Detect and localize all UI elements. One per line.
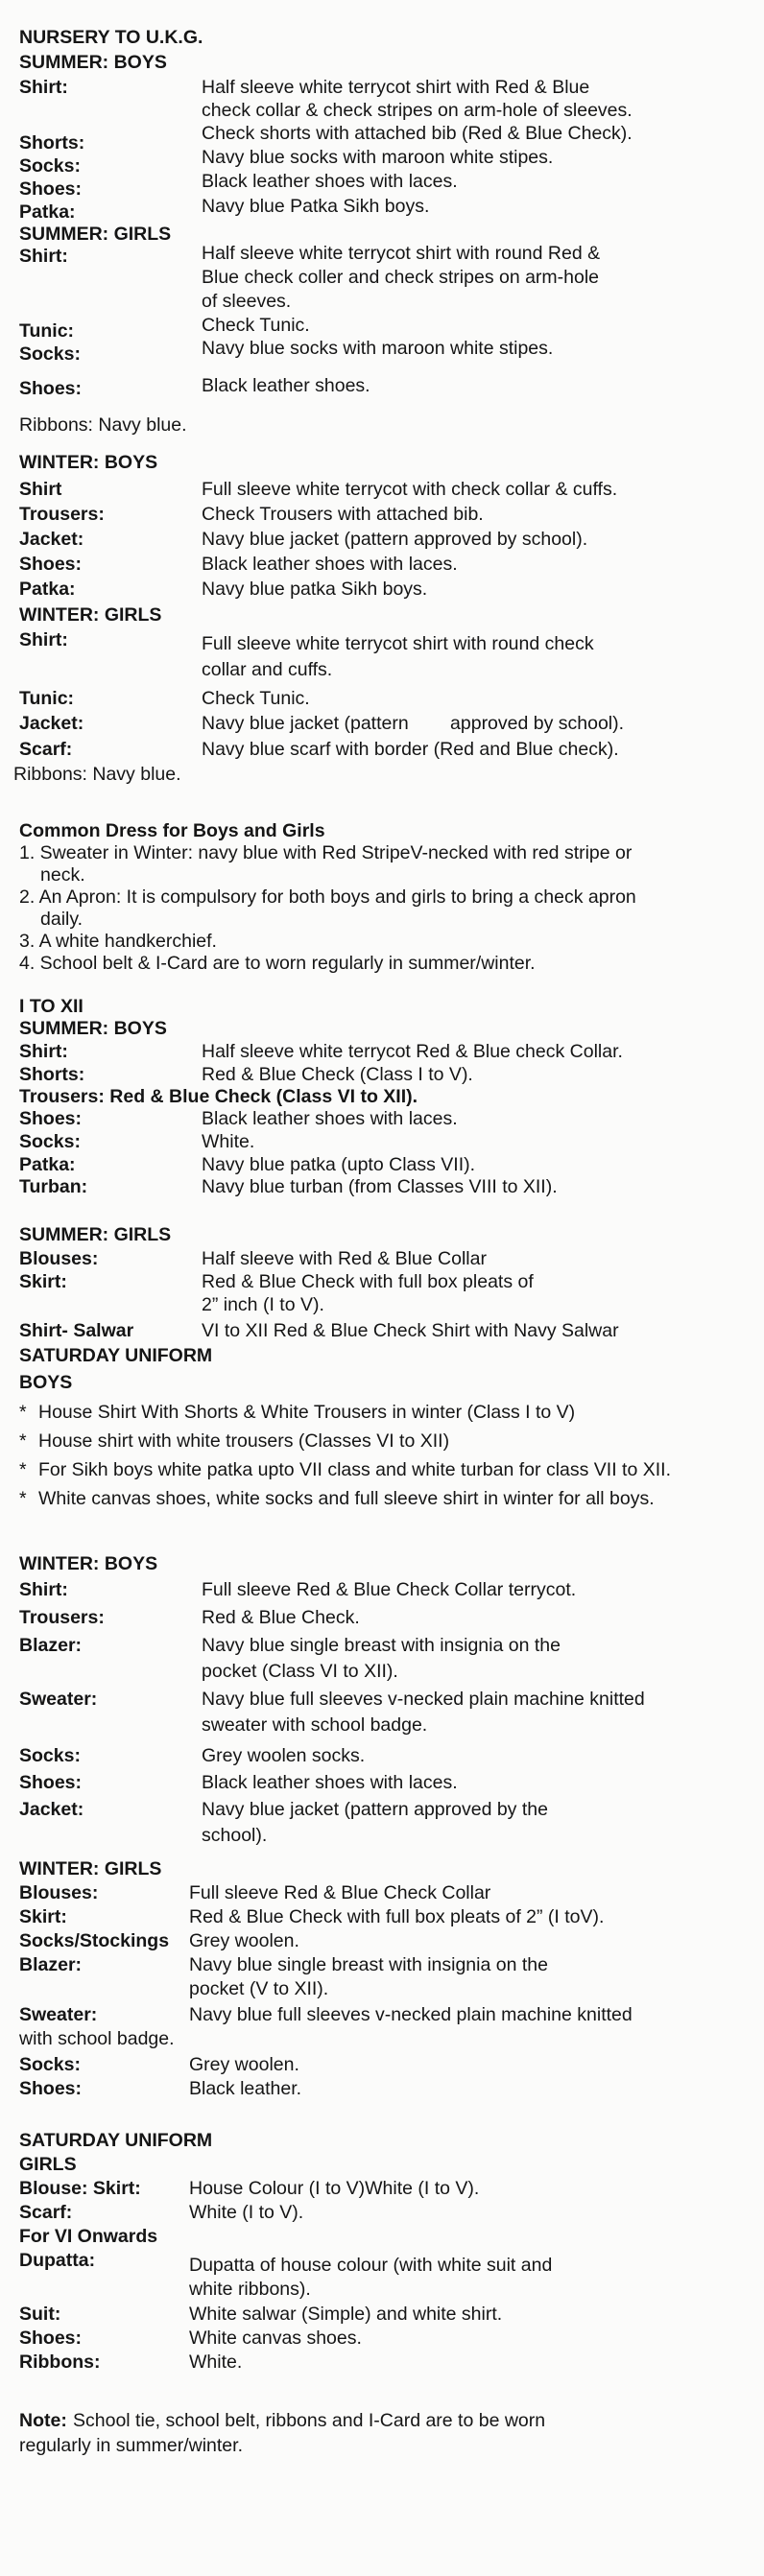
item-value: House Colour (I to V)White (I to V). [189,2178,480,2199]
item-label: Trousers: [19,504,105,525]
list-item: House shirt with white trousers (Classes VI to XII) [38,1430,450,1452]
subsection-heading: SUMMER: GIRLS [19,1224,172,1245]
item-value: White. [202,1131,255,1152]
item-value: Half sleeve white terrycot shirt with Red & Blue [202,77,590,98]
bullet-icon: * [19,1402,27,1423]
list-item: House Shirt With Shorts & White Trousers in winter (Class I to V) [38,1402,576,1423]
subsection-heading: WINTER: BOYS [19,1553,158,1574]
subsection-heading: SATURDAY UNIFORM [19,1345,213,1366]
subsection-subheading: GIRLS [19,2154,77,2175]
list-item: 4. School belt & I-Card are to worn regularly in summer/winter. [19,953,536,974]
section-title: NURSERY TO U.K.G. [19,27,203,48]
item-value: Half sleeve white terrycot shirt with round Red & [202,243,601,264]
subsection-heading: WINTER: BOYS [19,452,158,473]
item-label: Blazer: [19,1954,83,1975]
item-value: pocket (V to XII). [189,1978,329,1999]
item-value: White salwar (Simple) and white shirt. [189,2304,503,2325]
item-label: Blazer: [19,1635,83,1656]
item-label: Scarf: [19,2202,73,2223]
item-label: Socks: [19,1745,81,1766]
item-label: Shoes: [19,1772,83,1793]
item-label: Shirt: [19,77,68,98]
item-label: Shoes: [19,2078,83,2099]
item-value: Navy blue jacket (pattern approved by school). [202,529,588,550]
item-value: White (I to V). [189,2202,304,2223]
item-label: Patka: [19,201,76,223]
item-label: Shoes: [19,2328,83,2349]
item-value: Navy blue jacket (pattern approved by the [202,1799,548,1820]
item-label: Shirt: [19,246,68,267]
item-label: Jacket: [19,1799,84,1820]
item-label: Socks: [19,155,81,177]
item-label: Skirt: [19,1906,67,1927]
item-value: Black leather. [189,2078,302,2099]
item-value: collar and cuffs. [202,659,333,680]
list-item: 1. Sweater in Winter: navy blue with Red StripeV-necked with red stripe or [19,842,633,863]
item-value: Full sleeve white terrycot with check collar & cuffs. [202,479,618,500]
item-value: Red & Blue Check. [202,1607,360,1628]
item-value: Black leather shoes. [202,375,370,396]
item-label: Socks: [19,343,81,365]
list-item: 2. An Apron: It is compulsory for both boys and girls to bring a check apron [19,886,636,908]
subsection-heading: SATURDAY UNIFORM [19,2130,213,2151]
item-value: Half sleeve white terrycot Red & Blue check Collar. [202,1041,623,1062]
item-label: Socks: [19,2054,81,2075]
item-label: Scarf: [19,739,73,760]
item-label: Turban: [19,1176,88,1197]
item-label: Shorts: [19,1064,85,1085]
item-value: Navy blue jacket (pattern approved by school). [202,713,625,734]
item-value: Full sleeve Red & Blue Check Collar terrycot. [202,1579,577,1600]
subsection-heading: SUMMER: BOYS [19,52,167,73]
subsection-heading: SUMMER: BOYS [19,1018,167,1039]
list-item: For Sikh boys white patka upto VII class and white turban for class VII to XII. [38,1459,671,1480]
item-value: Navy blue single breast with insignia on the [202,1635,561,1656]
item-value: Navy blue full sleeves v-necked plain machine knitted [189,2004,633,2025]
ribbons-line: Ribbons: Navy blue. [13,764,181,785]
item-label: Shorts: [19,132,85,154]
item-label: Dupatta: [19,2250,96,2271]
item-label: Patka: [19,1154,76,1175]
item-value: Check Tunic. [202,315,310,336]
item-label: Shirt- Salwar [19,1320,134,1341]
item-value: Full sleeve Red & Blue Check Collar [189,1882,491,1903]
item-label: Shoes: [19,378,83,399]
item-label: Blouse: Skirt: [19,2178,141,2199]
item-value: of sleeves. [202,291,292,312]
item-label: Shirt: [19,1579,68,1600]
item-value: Black leather shoes with laces. [202,1108,458,1129]
item-label: Blouses: [19,1882,99,1903]
item-value: VI to XII Red & Blue Check Shirt with Navy Salwar [202,1320,619,1341]
item-label: Trousers: Red & Blue Check (Class VI to XII). [19,1086,418,1107]
section-title: Common Dress for Boys and Girls [19,820,325,841]
item-label: Shirt [19,479,62,500]
item-label: Shoes: [19,1108,83,1129]
item-value: Navy blue Patka Sikh boys. [202,196,430,217]
item-value: Red & Blue Check (Class I to V). [202,1064,473,1085]
item-value: Full sleeve white terrycot shirt with round check [202,633,594,654]
item-label: Shirt: [19,629,68,650]
item-value: Black leather shoes with laces. [202,554,458,575]
item-label: For VI Onwards [19,2226,158,2247]
item-value: pocket (Class VI to XII). [202,1661,398,1682]
item-value: Navy blue scarf with border (Red and Blue check). [202,739,619,760]
item-label: Blouses: [19,1248,99,1269]
subsection-heading: WINTER: GIRLS [19,604,162,626]
item-value: Navy blue single breast with insignia on the [189,1954,548,1975]
item-value: Grey woolen socks. [202,1745,366,1766]
item-label: Trousers: [19,1607,105,1628]
item-value: Grey woolen. [189,1930,299,1951]
bullet-icon: * [19,1430,27,1452]
note-label: Note: [19,2410,67,2431]
item-value: White canvas shoes. [189,2328,362,2349]
subsection-heading: SUMMER: GIRLS [19,224,172,245]
item-value: Navy blue full sleeves v-necked plain machine knitted [202,1689,645,1710]
item-label: Jacket: [19,713,84,734]
item-value: Navy blue socks with maroon white stipes. [202,338,554,359]
item-value: Black leather shoes with laces. [202,1772,458,1793]
item-value: school). [202,1825,268,1846]
item-label: Jacket: [19,529,84,550]
item-value: Navy blue turban (from Classes VIII to XII). [202,1176,558,1197]
list-item: White canvas shoes, white socks and full sleeve shirt in winter for all boys. [38,1488,655,1509]
subsection-subheading: BOYS [19,1372,73,1393]
note-text: regularly in summer/winter. [19,2435,243,2456]
item-value: 2” inch (I to V). [202,1294,324,1315]
list-item: daily. [40,909,84,930]
item-value: Black leather shoes with laces. [202,171,458,192]
bullet-icon: * [19,1459,27,1480]
item-value: Check Tunic. [202,688,310,709]
item-label: Suit: [19,2304,61,2325]
item-label: Skirt: [19,1271,67,1292]
item-label: Shirt: [19,1041,68,1062]
item-label: Shoes: [19,178,83,200]
item-value: Dupatta of house colour (with white suit and [189,2255,553,2276]
item-value: Check Trousers with attached bib. [202,504,484,525]
note-text: School tie, school belt, ribbons and I-Card are to be worn [73,2410,546,2431]
bullet-icon: * [19,1488,27,1509]
item-label: Shoes: [19,554,83,575]
item-label: Patka: [19,579,76,600]
item-value: sweater with school badge. [202,1714,428,1736]
list-item: 3. A white handkerchief. [19,931,217,952]
item-label: Socks: [19,1131,81,1152]
item-label: Ribbons: [19,2351,101,2373]
item-value: Navy blue patka Sikh boys. [202,579,428,600]
item-value: white ribbons). [189,2279,311,2300]
item-value: Navy blue patka (upto Class VII). [202,1154,476,1175]
item-label: Tunic: [19,320,75,342]
item-value: Half sleeve with Red & Blue Collar [202,1248,487,1269]
item-value: Red & Blue Check with full box pleats of [202,1271,534,1292]
subsection-heading: WINTER: GIRLS [19,1858,162,1879]
item-label: Socks/Stockings [19,1930,170,1951]
item-value: White. [189,2351,243,2373]
item-label: Sweater: [19,2004,98,2025]
section-title: I TO XII [19,996,84,1017]
item-value: Grey woolen. [189,2054,299,2075]
item-value: Red & Blue Check with full box pleats of 2” (I toV). [189,1906,605,1927]
list-item: neck. [40,864,85,886]
item-label: Tunic: [19,688,75,709]
item-value: Blue check coller and check stripes on arm-hole [202,267,600,288]
item-value: Check shorts with attached bib (Red & Blue Check). [202,123,633,144]
item-label: Sweater: [19,1689,98,1710]
item-value: check collar & check stripes on arm-hole of sleeves. [202,100,633,121]
ribbons-line: Ribbons: Navy blue. [19,414,187,436]
item-value: with school badge. [19,2028,175,2049]
item-value: Navy blue socks with maroon white stipes. [202,147,554,168]
